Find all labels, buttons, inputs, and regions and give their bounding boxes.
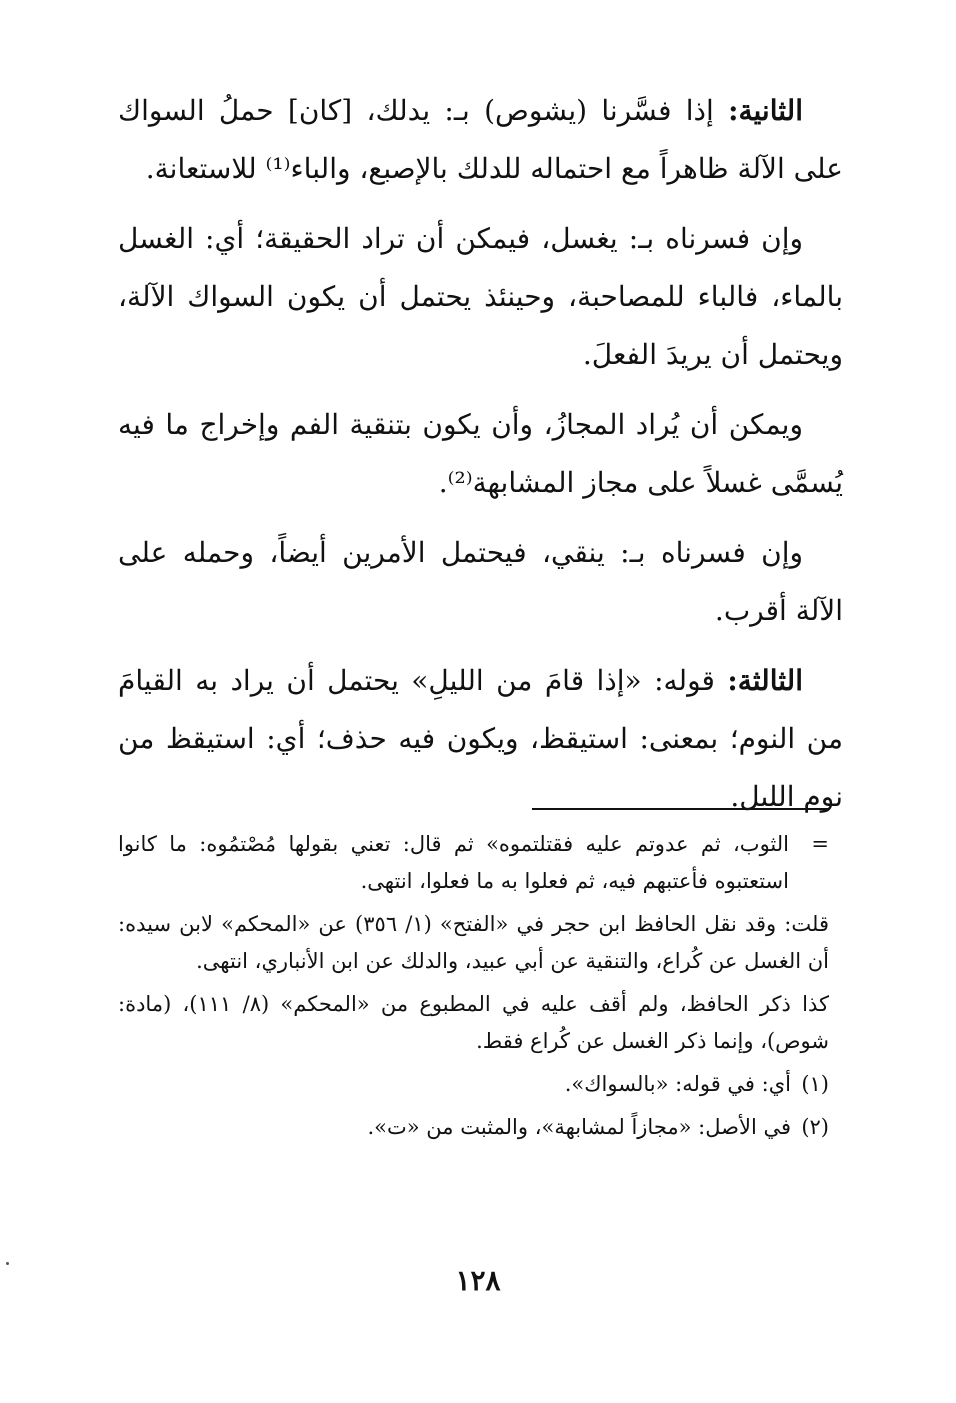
paragraph-washing: وإن فسرناه بـ: يغسل، فيمكن أن تراد الحقيقة؛ أي: الغسل بالماء، فالباء للمصاحبة، وحينئذ يحتمل أن يكون السواك الآلة، ويحتمل أن يريدَ الفعلَ.	[118, 222, 843, 371]
paragraph-cleaning: وإن فسرناه بـ: ينقي، فيحتمل الأمرين أيضاً، وحمله على الآلة أقرب.	[118, 536, 843, 627]
footnote-separator	[532, 808, 828, 810]
paragraph-second-point	[118, 82, 843, 198]
footnote-2	[118, 1109, 829, 1146]
page-number: ١٢٨	[455, 1264, 501, 1297]
footnotes	[118, 826, 829, 1152]
footnote-note-ibn-hajar: قلت: وقد نقل الحافظ ابن حجر في «الفتح» (١/ ٣٥٦) عن «المحكم» لابن سيده: أن الغسل عن كُراع، والتنقية عن أبي عبيد، والدلك عن ابن الأنباري، انتهى.	[118, 912, 829, 973]
footnote-1-number: (١)	[801, 1072, 829, 1096]
footnote-1	[118, 1066, 829, 1103]
footnote-note-muhkam: كذا ذكر الحافظ، ولم أقف عليه في المطبوع من «المحكم» (٨/ ١١١)، (مادة: شوص)، وإنما ذكر الغسل عن كُراع فقط.	[118, 992, 829, 1053]
footnote-1-text: أي: في قوله: «بالسواك».	[564, 1072, 791, 1096]
third-point-label: الثالثة:	[727, 664, 803, 697]
margin-speck	[6, 1262, 9, 1265]
second-point-label: الثانية:	[728, 94, 803, 127]
paragraph-metaphor: ويمكن أن يُراد المجازُ، وأن يكون بتنقية الفم وإخراج ما فيه يُسمَّى غسلاً على مجاز المشابهة⁽²⁾.	[118, 408, 843, 499]
third-point-text: قوله: «إذا قامَ من الليلِ» يحتمل أن يراد به القيامَ من النوم؛ بمعنى: استيقظ، ويكون فيه حذف؛ أي: استيقظ من نوم الليل.	[118, 664, 843, 813]
continuation-mark: =	[811, 832, 829, 856]
main-text	[118, 82, 843, 838]
footnote-continuation	[118, 826, 829, 900]
footnote-2-number: (٢)	[801, 1115, 829, 1139]
footnote-2-text: في الأصل: «مجازاً لمشابهة»، والمثبت من «ت».	[367, 1115, 791, 1139]
paragraph-third-point	[118, 652, 843, 826]
second-point-text: إذا فسَّرنا (يشوص) بـ: يدلك، [كان] حملُ السواك على الآلة ظاهراً مع احتماله للدلك بالإصبع، والباء⁽¹⁾ للاستعانة.	[118, 94, 843, 185]
footnote-continuation-text: الثوب، ثم عدوتم عليه فقتلتموه» ثم قال: تعني بقولها مُصْتمُوه: ما كانوا استعتبوه فأعتبهم فيه، ثم فعلوا به ما فعلوا، انتهى.	[118, 832, 789, 893]
